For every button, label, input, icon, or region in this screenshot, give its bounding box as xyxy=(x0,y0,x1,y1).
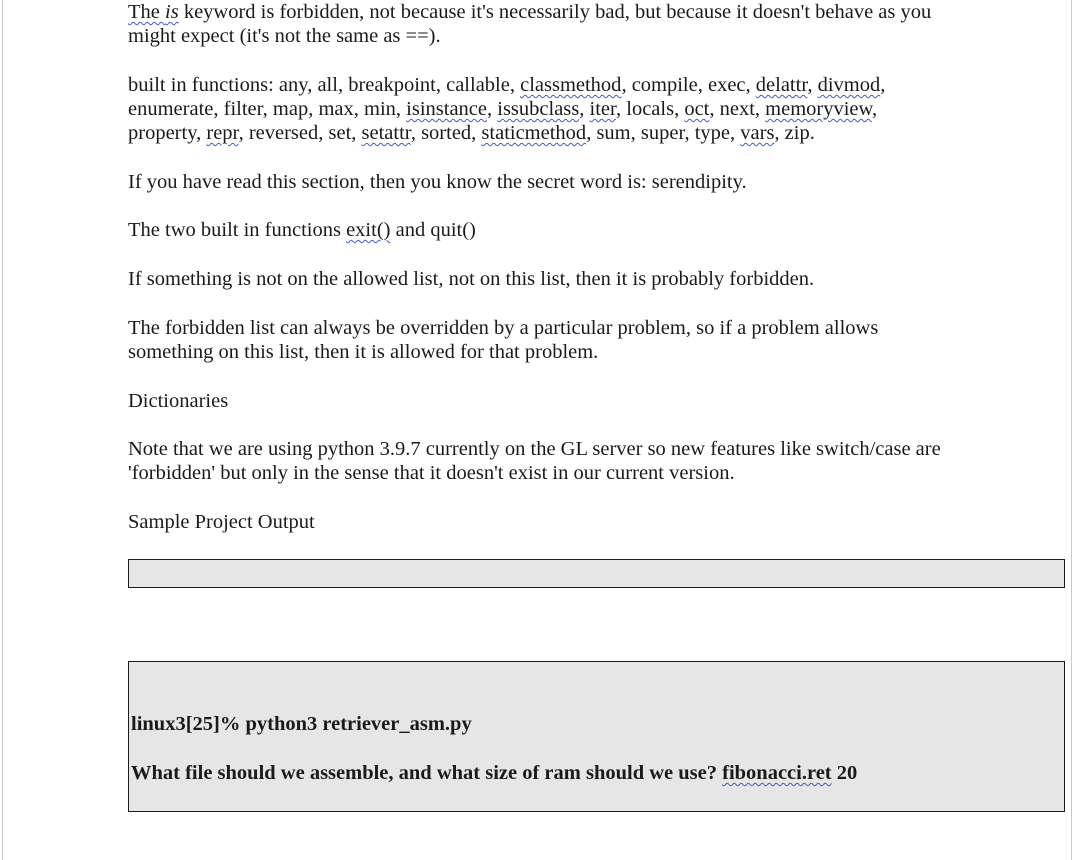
paragraph-python-version: Note that we are using python 3.9.7 currently on the GL server so new features like switch/case are 'forbidden' but only in the sense that it doesn't exist in our current version. xyxy=(128,438,941,484)
terminal-input-file: fibonacci.ret xyxy=(722,762,832,784)
builtin-sorted: sorted xyxy=(421,122,472,144)
builtin-set: set xyxy=(328,122,352,144)
exit-quit-post: and quit() xyxy=(390,219,476,241)
builtin-staticmethod: staticmethod xyxy=(481,122,587,144)
builtin-vars: vars xyxy=(740,122,775,144)
builtin-super: super xyxy=(640,122,685,144)
builtin-zip: zip xyxy=(784,122,810,144)
paragraph-override: The forbidden list can always be overridden by a particular problem, so if a problem allows something on this list, then it is allowed for that problem. xyxy=(128,317,879,363)
builtins-label: built in functions: xyxy=(128,74,279,96)
builtin-locals: locals xyxy=(626,98,675,120)
empty-output-box xyxy=(128,559,1065,588)
builtin-sum: sum xyxy=(596,122,631,144)
builtin-issubclass: issubclass xyxy=(497,98,580,120)
builtin-filter: filter xyxy=(223,98,263,120)
builtin-map: map xyxy=(272,98,309,120)
exit-function: exit() xyxy=(346,219,391,241)
builtin-memoryview: memoryview xyxy=(765,98,873,120)
builtin-reversed: reversed xyxy=(248,122,319,144)
paragraph-not-allowed: If something is not on the allowed list, not on this list, then it is probably forbidden. xyxy=(128,268,815,290)
terminal-prompt-text: What file should we assemble, and what size of ram should we use? xyxy=(131,762,723,784)
builtin-repr: repr xyxy=(206,122,239,144)
builtin-classmethod: classmethod xyxy=(520,74,622,96)
terminal-prompt-line xyxy=(131,761,857,785)
page-edge-right xyxy=(1071,0,1072,860)
builtin-enumerate: enumerate xyxy=(128,98,214,120)
builtin-isinstance: isinstance xyxy=(406,98,487,120)
paragraph-secret-word: If you have read this section, then you know the secret word is: serendipity. xyxy=(128,171,747,193)
builtin-min: min xyxy=(364,98,396,120)
builtin-type: type xyxy=(694,122,731,144)
builtin-iter: iter xyxy=(589,98,616,120)
builtin-all: all xyxy=(317,74,338,96)
terminal-output-box xyxy=(128,661,1065,812)
paragraph-builtin-functions xyxy=(128,73,948,145)
builtin-next: next xyxy=(719,98,755,120)
paragraph-is-keyword xyxy=(128,0,948,48)
heading-sample-output: Sample Project Output xyxy=(128,511,315,533)
paragraph-exit-quit xyxy=(128,218,948,242)
builtin-delattr: delattr xyxy=(755,74,808,96)
keyword-is: is xyxy=(165,1,179,23)
text-is-explanation: keyword is forbidden, not because it's necessarily bad, but because it doesn't behave as you might expect (it's not the same as ==). xyxy=(128,1,932,47)
exit-quit-pre: The two built in functions xyxy=(128,219,347,241)
builtins-list: any, all, breakpoint, callable, classmethod, compile, exec, delattr, divmod, enumerate, filter, map, max, min, isinstance, issubclass, iter, locals, oct, next, memoryview, property, repr, reversed, set, setattr, sorted, staticmethod, sum, super, type, vars, zip xyxy=(128,74,886,144)
builtins-end: . xyxy=(809,122,815,144)
heading-dictionaries: Dictionaries xyxy=(128,390,229,412)
builtin-property: property xyxy=(128,122,197,144)
builtin-setattr: setattr xyxy=(361,122,411,144)
text-the: The xyxy=(128,1,165,23)
terminal-input-size: 20 xyxy=(831,762,858,784)
terminal-command-line: linux3[25]% python3 retriever_asm.py xyxy=(131,713,472,735)
page-edge-left xyxy=(2,0,3,860)
builtin-oct: oct xyxy=(684,98,710,120)
builtin-divmod: divmod xyxy=(817,74,881,96)
builtin-compile: compile xyxy=(631,74,698,96)
builtin-exec: exec xyxy=(707,74,746,96)
builtin-any: any xyxy=(278,74,308,96)
builtin-breakpoint: breakpoint xyxy=(348,74,436,96)
builtin-callable: callable xyxy=(446,74,510,96)
builtin-max: max xyxy=(318,98,354,120)
